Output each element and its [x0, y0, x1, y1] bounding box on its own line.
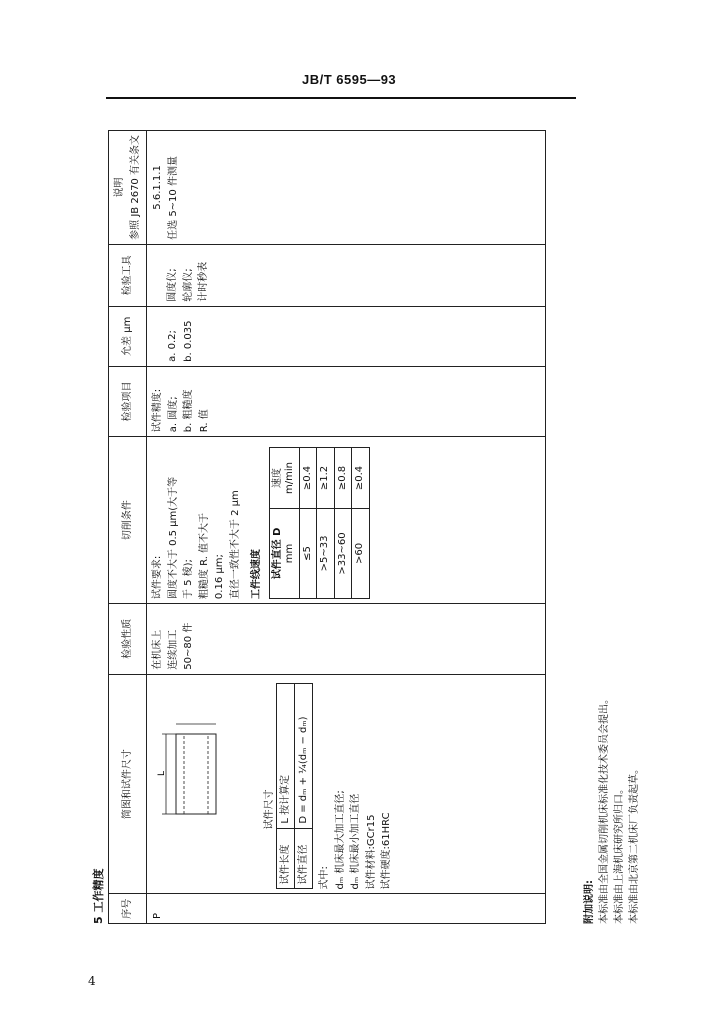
cell-seq: P: [147, 894, 546, 924]
speed-diameter: >5~33: [317, 508, 335, 598]
figure-caption: 试件尺寸: [264, 789, 275, 830]
condition-line: 粗糙度 R. 值不大于: [198, 512, 210, 600]
appendix-notes: [582, 694, 642, 924]
speed-header-velocity: [269, 448, 299, 509]
speed-row: [299, 448, 317, 599]
note-line: 5.6.1.1.1: [152, 165, 163, 210]
tolerance-line: a. 0.2;: [167, 330, 178, 362]
header-rule: [106, 97, 576, 99]
speed-row: [317, 448, 335, 599]
speed-header-unit: m/min: [284, 462, 295, 494]
standard-code-header: JB/T 6595—93: [302, 72, 397, 87]
figure-note: 试件硬度:61HRC: [381, 812, 392, 890]
note-line: 任选 5~10 件测量: [167, 156, 179, 240]
cell-nature: [147, 604, 546, 675]
figure-note: 试件材料:GCr15: [365, 814, 377, 890]
speed-value: ≥0.4: [299, 448, 317, 509]
dimension-L-label: L: [157, 771, 167, 777]
speed-value: ≥0.4: [352, 448, 370, 509]
spec-value: D = dₘ + ¼(dₘ − dₘ): [295, 684, 313, 828]
speed-header-label: 速度: [271, 467, 283, 488]
condition-line: 试件要求:: [152, 555, 163, 600]
speed-row: [334, 448, 352, 599]
condition-line: 直径一致性不大于 2 μm: [229, 490, 241, 600]
header-tolerance: 允差 μm: [109, 306, 147, 366]
condition-line: 于 5 棱);: [183, 559, 194, 600]
speed-value: ≥1.2: [317, 448, 335, 509]
figure-note: dₘ 机床最小加工直径: [350, 793, 361, 890]
speed-header-diameter: [269, 508, 299, 598]
table-row: [147, 131, 546, 924]
tool-line: 计时秒表: [198, 261, 209, 302]
header-notes: [109, 131, 147, 245]
work-accuracy-table: [108, 130, 546, 924]
speed-table: [269, 447, 370, 599]
section-title: 5 工作精度: [92, 868, 105, 924]
appendix-line: 本标准由上海机床研究所归口。: [614, 784, 625, 924]
speed-diameter: >33~60: [334, 508, 352, 598]
appendix-line: 本标准由北京第二机床厂负责起草。: [629, 764, 640, 924]
item-line: b. 粗糙度: [183, 389, 194, 433]
spec-row: [277, 684, 295, 889]
cell-tools: [147, 244, 546, 306]
cell-notes: [147, 131, 546, 245]
cell-items: [147, 366, 546, 436]
tool-line: 圆度仪;: [167, 268, 178, 302]
speed-diameter: ≤5: [299, 508, 317, 598]
cylinder-drawing-icon: [156, 714, 256, 834]
header-figure: 简图和试件尺寸: [109, 674, 147, 894]
item-line: a. 圆度;: [167, 396, 179, 433]
table-header-row: [109, 131, 147, 924]
item-line: 试件精度:: [152, 388, 163, 433]
appendix-title: 附加说明:: [584, 880, 595, 924]
rotated-page-content: [84, 124, 640, 924]
condition-line: 0.16 μm;: [214, 554, 225, 600]
tool-line: 轮廓仪;: [182, 268, 194, 302]
header-nature: 检验性质: [109, 604, 147, 675]
speed-header-label: 试件直径 D: [271, 527, 283, 580]
speed-value: ≥0.8: [334, 448, 352, 509]
spec-table: [276, 683, 313, 889]
workpiece-sketch: [150, 679, 275, 890]
cell-tolerance: [147, 306, 546, 366]
tolerance-line: b. 0.035: [182, 320, 194, 362]
spec-label: 试件直径: [295, 828, 313, 889]
item-line: R. 值: [198, 409, 210, 433]
condition-line: 圆度不大于 0.5 μm(大于等: [167, 476, 179, 600]
page-number: 4: [88, 974, 96, 988]
header-notes-label: 说明: [114, 177, 125, 198]
speed-row: [352, 448, 370, 599]
nature-line: 在机床上: [152, 629, 163, 670]
cell-conditions: [147, 437, 546, 604]
header-items: 检验项目: [109, 366, 147, 436]
spec-value: L 按计算定: [277, 684, 295, 828]
nature-line: 连续加工: [167, 629, 179, 670]
speed-header-unit: mm: [284, 543, 295, 564]
speed-diameter: >60: [352, 508, 370, 598]
speed-header-row: [269, 448, 299, 599]
figure-note: 式中:: [319, 866, 330, 890]
header-tools: 检验工具: [109, 244, 147, 306]
spec-row: [295, 684, 313, 889]
figure-note: dₘ 机床最大加工直径;: [334, 790, 346, 890]
cell-figure: [147, 674, 546, 894]
header-notes-ref: 参照 JB 2670 有关条文: [129, 135, 141, 240]
appendix-line: 本标准由全国金属切削机床标准化技术委员会提出。: [599, 694, 610, 924]
header-conditions: 切削条件: [109, 437, 147, 604]
speed-title: 工件线速度: [251, 549, 262, 600]
nature-line: 50~80 件: [183, 622, 194, 670]
spec-label: 试件长度: [277, 828, 295, 889]
header-seq: 序号: [109, 894, 147, 924]
